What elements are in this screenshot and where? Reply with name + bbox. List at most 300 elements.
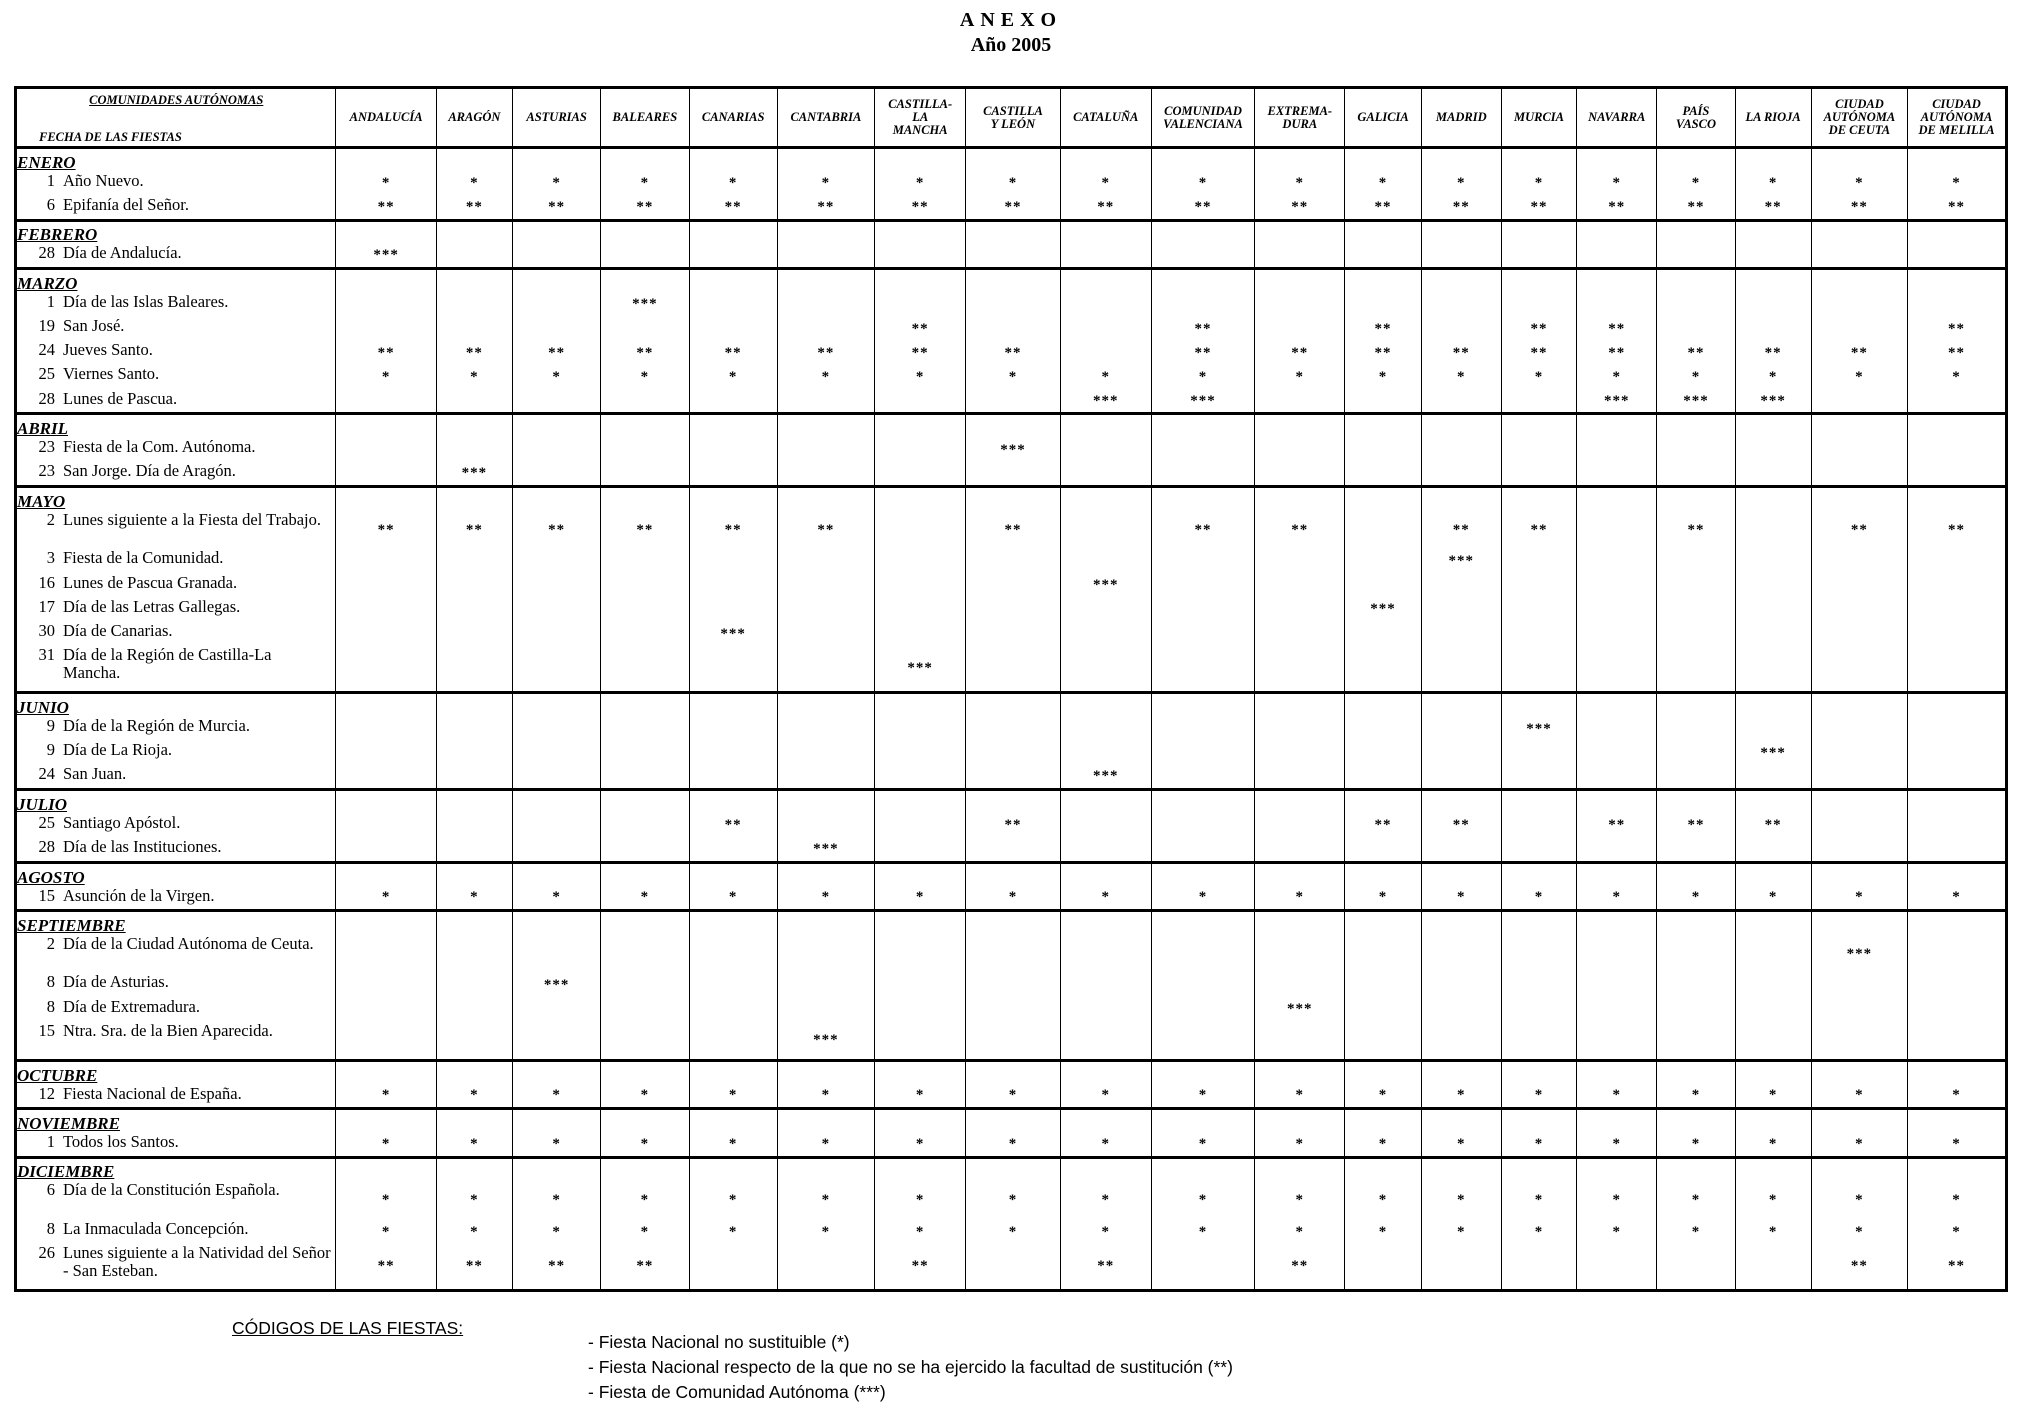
holiday-mark-ast — [512, 622, 600, 646]
holiday-mark-can — [689, 935, 777, 974]
holiday-mark-ast: ** — [512, 1244, 600, 1289]
month-group — [17, 269, 2005, 414]
holiday-mark-and: ** — [336, 341, 436, 365]
holiday-mark-and — [336, 814, 436, 838]
holiday-mark-cat — [1060, 549, 1151, 573]
holiday-mark-val — [1151, 646, 1254, 693]
holiday-day: 12 — [38, 1083, 55, 1103]
holiday-name: Día de la Región de Castilla-La Mancha. — [63, 645, 272, 683]
holiday-mark-pv — [1657, 717, 1735, 741]
month-name: ENERO — [17, 152, 76, 172]
holiday-label-cell — [17, 1022, 336, 1061]
holiday-mark-clm: * — [875, 172, 966, 196]
holiday-mark-ceu — [1811, 317, 1907, 341]
holiday-mark-pv — [1657, 598, 1735, 622]
empty-cell — [1345, 1060, 1421, 1084]
empty-cell — [1908, 1060, 2005, 1084]
holiday-name: Día de Canarias. — [63, 620, 173, 640]
holiday-mark-nav — [1577, 646, 1657, 693]
holiday-mark-mel — [1908, 462, 2005, 486]
holiday-mark-gal: * — [1345, 365, 1421, 389]
empty-cell — [1060, 487, 1151, 511]
holiday-mark-pv — [1657, 574, 1735, 598]
empty-cell — [512, 911, 600, 935]
holiday-mark-cat — [1060, 1022, 1151, 1061]
empty-cell — [1151, 269, 1254, 293]
holiday-mark-bal: * — [601, 887, 689, 911]
month-name: JUNIO — [17, 697, 69, 717]
holiday-day: 1 — [46, 170, 55, 190]
holiday-mark-cat — [1060, 341, 1151, 365]
holiday-mark-mel: * — [1908, 887, 2005, 911]
empty-cell — [336, 693, 436, 717]
month-header-row — [17, 487, 2005, 511]
empty-cell — [1657, 1060, 1735, 1084]
holiday-mark-and: * — [336, 887, 436, 911]
holiday-mark-mad — [1421, 390, 1501, 414]
holiday-mark-mur: *** — [1501, 717, 1576, 741]
region-header-cyl: CASTILLA Y LEÓN — [966, 89, 1060, 148]
empty-cell — [1908, 790, 2005, 814]
holiday-name: San Juan. — [63, 764, 127, 784]
holiday-mark-cat — [1060, 511, 1151, 550]
holiday-mark-mur — [1501, 1022, 1576, 1061]
holiday-mark-cyl: ** — [966, 341, 1060, 365]
holiday-mark-cat: *** — [1060, 390, 1151, 414]
holiday-mark-cat — [1060, 973, 1151, 997]
holiday-mark-pv: * — [1657, 1085, 1735, 1109]
empty-cell — [777, 269, 874, 293]
holiday-mark-ceu — [1811, 973, 1907, 997]
empty-cell — [1908, 1157, 2005, 1181]
holiday-mark-bal — [601, 244, 689, 268]
holiday-mark-val — [1151, 741, 1254, 765]
holiday-mark-gal — [1345, 1022, 1421, 1061]
holiday-mark-and — [336, 998, 436, 1022]
holiday-mark-gal: * — [1345, 887, 1421, 911]
holiday-mark-bal — [601, 717, 689, 741]
holiday-mark-ara — [436, 293, 512, 317]
holiday-row — [17, 717, 2005, 741]
holiday-mark-nav: * — [1577, 365, 1657, 389]
holiday-mark-can — [689, 1022, 777, 1061]
holiday-mark-val: ** — [1151, 511, 1254, 550]
holiday-mark-ara — [436, 838, 512, 862]
empty-cell — [1501, 148, 1576, 172]
holiday-mark-bal — [601, 741, 689, 765]
holiday-mark-cant: * — [777, 172, 874, 196]
holiday-mark-cant: *** — [777, 838, 874, 862]
empty-cell — [875, 862, 966, 886]
holiday-mark-cyl — [966, 838, 1060, 862]
holiday-name: Lunes siguiente a la Natividad del Señor - San Esteban. — [63, 1243, 331, 1281]
empty-cell — [1657, 693, 1735, 717]
holiday-mark-mad: * — [1421, 1133, 1501, 1157]
holiday-mark-mel — [1908, 935, 2005, 974]
holiday-mark-and — [336, 973, 436, 997]
empty-cell — [601, 414, 689, 438]
holiday-mark-val — [1151, 935, 1254, 974]
holiday-mark-ext: * — [1255, 1220, 1345, 1244]
holiday-mark-val — [1151, 574, 1254, 598]
empty-cell — [1345, 414, 1421, 438]
holiday-mark-and — [336, 935, 436, 974]
holiday-mark-gal: * — [1345, 1181, 1421, 1220]
empty-cell — [512, 487, 600, 511]
empty-cell — [1908, 693, 2005, 717]
holiday-mark-cant: * — [777, 887, 874, 911]
holiday-mark-gal — [1345, 293, 1421, 317]
holiday-mark-pv: * — [1657, 1220, 1735, 1244]
holiday-mark-cyl: * — [966, 1133, 1060, 1157]
holiday-mark-cyl — [966, 462, 1060, 486]
empty-cell — [875, 269, 966, 293]
holiday-mark-cyl: * — [966, 1181, 1060, 1220]
month-header-row — [17, 148, 2005, 172]
code-item: - Fiesta de Comunidad Autónoma (***) — [588, 1382, 886, 1402]
holiday-mark-cat — [1060, 293, 1151, 317]
holiday-mark-mur: * — [1501, 1085, 1576, 1109]
holiday-mark-can — [689, 765, 777, 789]
holiday-mark-can: * — [689, 1133, 777, 1157]
holiday-mark-bal: * — [601, 1181, 689, 1220]
corner-header-regions: COMUNIDADES AUTÓNOMAS — [89, 93, 264, 107]
holiday-label-cell — [17, 244, 336, 268]
code-item: - Fiesta Nacional respecto de la que no se ha ejercido la facultad de sustitución (**) — [588, 1357, 1233, 1377]
holiday-mark-ast — [512, 293, 600, 317]
empty-cell — [1577, 862, 1657, 886]
holiday-day: 28 — [38, 837, 55, 857]
holiday-mark-and: * — [336, 1085, 436, 1109]
empty-cell — [601, 911, 689, 935]
holiday-mark-ast — [512, 717, 600, 741]
holiday-mark-mur — [1501, 998, 1576, 1022]
empty-cell — [689, 862, 777, 886]
holiday-mark-mur — [1501, 1244, 1576, 1289]
holiday-mark-can — [689, 438, 777, 462]
holiday-mark-bal: ** — [601, 341, 689, 365]
holiday-mark-ast — [512, 390, 600, 414]
holiday-mark-mad: * — [1421, 887, 1501, 911]
empty-cell — [966, 1060, 1060, 1084]
region-header-can: CANARIAS — [689, 89, 777, 148]
holiday-mark-pv — [1657, 998, 1735, 1022]
holiday-mark-cat: *** — [1060, 765, 1151, 789]
holiday-day: 24 — [38, 340, 55, 360]
holiday-mark-ext: ** — [1255, 341, 1345, 365]
empty-cell — [689, 487, 777, 511]
empty-cell — [1151, 1109, 1254, 1133]
month-group — [17, 220, 2005, 268]
holiday-name: Asunción de la Virgen. — [63, 885, 215, 905]
holiday-mark-ara: * — [436, 1133, 512, 1157]
holiday-row — [17, 1133, 2005, 1157]
holiday-mark-ext: ** — [1255, 511, 1345, 550]
holiday-mark-cyl — [966, 765, 1060, 789]
month-header-row — [17, 1109, 2005, 1133]
holiday-mark-ara — [436, 814, 512, 838]
holiday-row — [17, 244, 2005, 268]
empty-cell — [875, 693, 966, 717]
holiday-mark-ext: ** — [1255, 1244, 1345, 1289]
holiday-mark-val: * — [1151, 1085, 1254, 1109]
holiday-mark-clm — [875, 462, 966, 486]
holiday-mark-cyl — [966, 574, 1060, 598]
holiday-mark-mur: * — [1501, 365, 1576, 389]
holiday-row — [17, 598, 2005, 622]
empty-cell — [1577, 911, 1657, 935]
holiday-mark-mad: ** — [1421, 814, 1501, 838]
holiday-mark-bal — [601, 838, 689, 862]
holiday-row — [17, 196, 2005, 220]
holiday-mark-gal — [1345, 741, 1421, 765]
empty-cell — [1501, 693, 1576, 717]
empty-cell — [436, 1109, 512, 1133]
empty-cell — [436, 1060, 512, 1084]
holiday-mark-rio: * — [1735, 1133, 1811, 1157]
holiday-name: Día de la Región de Murcia. — [63, 715, 250, 735]
holiday-mark-ara — [436, 244, 512, 268]
document-title: ANEXO — [959, 9, 1063, 31]
empty-cell — [436, 269, 512, 293]
holiday-row — [17, 998, 2005, 1022]
holiday-mark-cyl — [966, 646, 1060, 693]
holiday-mark-ara — [436, 765, 512, 789]
holiday-mark-ceu — [1811, 765, 1907, 789]
holiday-mark-gal: * — [1345, 1220, 1421, 1244]
holiday-mark-rio — [1735, 1244, 1811, 1289]
holiday-mark-bal — [601, 462, 689, 486]
holiday-mark-ast — [512, 814, 600, 838]
holiday-mark-cant — [777, 935, 874, 974]
corner-header-dates: FECHA DE LAS FIESTAS — [39, 130, 182, 144]
region-header-rio: LA RIOJA — [1735, 89, 1811, 148]
holiday-mark-cat: * — [1060, 887, 1151, 911]
holiday-mark-can — [689, 293, 777, 317]
empty-cell — [336, 911, 436, 935]
holiday-mark-ext — [1255, 574, 1345, 598]
holiday-mark-cyl — [966, 390, 1060, 414]
holiday-mark-ast — [512, 646, 600, 693]
empty-cell — [1811, 1157, 1907, 1181]
holiday-mark-val — [1151, 765, 1254, 789]
empty-cell — [1060, 790, 1151, 814]
holiday-mark-cyl: * — [966, 172, 1060, 196]
empty-cell — [1501, 414, 1576, 438]
holiday-row — [17, 887, 2005, 911]
holiday-mark-pv — [1657, 622, 1735, 646]
holiday-mark-clm — [875, 741, 966, 765]
holiday-mark-clm: ** — [875, 341, 966, 365]
holiday-row — [17, 838, 2005, 862]
empty-cell — [966, 487, 1060, 511]
holiday-mark-mur — [1501, 244, 1576, 268]
holiday-mark-cyl — [966, 293, 1060, 317]
holiday-mark-ext — [1255, 438, 1345, 462]
month-header-row — [17, 911, 2005, 935]
holiday-mark-mad: * — [1421, 172, 1501, 196]
holiday-mark-gal — [1345, 462, 1421, 486]
holiday-mark-cyl: ** — [966, 196, 1060, 220]
holiday-mark-ceu — [1811, 462, 1907, 486]
holiday-label-cell — [17, 390, 336, 414]
holiday-name: Día de Extremadura. — [63, 996, 200, 1016]
holiday-day: 2 — [46, 933, 55, 953]
region-header-bal: BALEARES — [601, 89, 689, 148]
holiday-mark-nav — [1577, 973, 1657, 997]
empty-cell — [436, 911, 512, 935]
holiday-mark-mel — [1908, 838, 2005, 862]
holiday-mark-rio — [1735, 838, 1811, 862]
holiday-mark-ceu — [1811, 438, 1907, 462]
holiday-mark-rio — [1735, 549, 1811, 573]
empty-cell — [689, 148, 777, 172]
empty-cell — [1908, 911, 2005, 935]
holiday-mark-cat: * — [1060, 1133, 1151, 1157]
holiday-mark-bal — [601, 998, 689, 1022]
holiday-table-frame — [14, 86, 2008, 1292]
holiday-row — [17, 1220, 2005, 1244]
holiday-mark-rio — [1735, 293, 1811, 317]
holiday-mark-nav: ** — [1577, 196, 1657, 220]
holiday-mark-and: *** — [336, 244, 436, 268]
region-header-ceu: CIUDAD AUTÓNOMA DE CEUTA — [1811, 89, 1907, 148]
empty-cell — [1345, 1157, 1421, 1181]
holiday-mark-ext — [1255, 646, 1345, 693]
holiday-mark-ast — [512, 438, 600, 462]
holiday-mark-clm — [875, 935, 966, 974]
holiday-mark-ara: * — [436, 365, 512, 389]
region-header-ext: EXTREMA- DURA — [1255, 89, 1345, 148]
holiday-mark-cat — [1060, 838, 1151, 862]
holiday-mark-and — [336, 549, 436, 573]
holiday-mark-ara: * — [436, 1181, 512, 1220]
holiday-mark-cat: ** — [1060, 1244, 1151, 1289]
holiday-label-cell — [17, 1085, 336, 1109]
holiday-mark-and — [336, 646, 436, 693]
holiday-mark-clm: * — [875, 887, 966, 911]
empty-cell — [436, 790, 512, 814]
holiday-row — [17, 1022, 2005, 1061]
holiday-mark-mad — [1421, 646, 1501, 693]
holiday-mark-mel — [1908, 814, 2005, 838]
holiday-mark-nav — [1577, 935, 1657, 974]
holiday-day: 25 — [38, 364, 55, 384]
holiday-mark-val — [1151, 462, 1254, 486]
holiday-mark-pv: * — [1657, 172, 1735, 196]
holiday-mark-val — [1151, 973, 1254, 997]
holiday-mark-ast — [512, 244, 600, 268]
holiday-row — [17, 172, 2005, 196]
empty-cell — [1060, 693, 1151, 717]
holiday-mark-bal: * — [601, 1085, 689, 1109]
holiday-mark-gal — [1345, 717, 1421, 741]
holiday-mark-can — [689, 1244, 777, 1289]
holiday-mark-ceu: * — [1811, 1085, 1907, 1109]
holiday-mark-gal: * — [1345, 1085, 1421, 1109]
empty-cell — [1421, 1157, 1501, 1181]
holiday-mark-nav — [1577, 244, 1657, 268]
holiday-day: 19 — [38, 316, 55, 336]
empty-cell — [1151, 911, 1254, 935]
holiday-mark-mel — [1908, 598, 2005, 622]
holiday-mark-cat — [1060, 717, 1151, 741]
holiday-mark-mel: ** — [1908, 317, 2005, 341]
holiday-mark-nav — [1577, 574, 1657, 598]
holiday-mark-ast — [512, 462, 600, 486]
holiday-mark-rio — [1735, 998, 1811, 1022]
month-group — [17, 790, 2005, 863]
holiday-label-cell — [17, 549, 336, 573]
holiday-mark-mad: ** — [1421, 341, 1501, 365]
holiday-mark-ast: ** — [512, 196, 600, 220]
holiday-name: Jueves Santo. — [63, 340, 153, 360]
holiday-mark-cat — [1060, 935, 1151, 974]
holiday-mark-rio: ** — [1735, 196, 1811, 220]
empty-cell — [1255, 862, 1345, 886]
holiday-mark-ext — [1255, 1022, 1345, 1061]
holiday-mark-mel: ** — [1908, 511, 2005, 550]
holiday-mark-mur: ** — [1501, 196, 1576, 220]
holiday-mark-can: ** — [689, 511, 777, 550]
empty-cell — [1908, 148, 2005, 172]
holiday-day: 28 — [38, 388, 55, 408]
holiday-mark-nav: *** — [1577, 390, 1657, 414]
holiday-mark-ara: * — [436, 1220, 512, 1244]
empty-cell — [1255, 693, 1345, 717]
holiday-mark-ceu — [1811, 838, 1907, 862]
empty-cell — [1811, 487, 1907, 511]
holiday-mark-ext: *** — [1255, 998, 1345, 1022]
empty-cell — [1345, 1109, 1421, 1133]
holiday-table — [17, 89, 2005, 1289]
empty-cell — [689, 911, 777, 935]
holiday-label-cell — [17, 935, 336, 974]
empty-cell — [1345, 220, 1421, 244]
holiday-mark-ara — [436, 717, 512, 741]
holiday-name: Día de las Islas Baleares. — [63, 291, 229, 311]
holiday-mark-pv — [1657, 741, 1735, 765]
holiday-mark-and: * — [336, 1181, 436, 1220]
empty-cell — [1421, 148, 1501, 172]
holiday-mark-mad — [1421, 1022, 1501, 1061]
empty-cell — [1255, 1060, 1345, 1084]
holiday-mark-bal — [601, 317, 689, 341]
empty-cell — [689, 1109, 777, 1133]
holiday-mark-mur: * — [1501, 1220, 1576, 1244]
holiday-mark-mel: ** — [1908, 1244, 2005, 1289]
holiday-mark-rio — [1735, 1022, 1811, 1061]
holiday-mark-ast — [512, 838, 600, 862]
holiday-mark-nav — [1577, 717, 1657, 741]
holiday-mark-cyl: * — [966, 365, 1060, 389]
holiday-mark-clm: * — [875, 365, 966, 389]
holiday-mark-cant — [777, 973, 874, 997]
holiday-mark-ast: * — [512, 887, 600, 911]
holiday-name: Ntra. Sra. de la Bien Aparecida. — [63, 1020, 273, 1040]
empty-cell — [336, 414, 436, 438]
empty-cell — [875, 1109, 966, 1133]
holiday-mark-rio — [1735, 765, 1811, 789]
empty-cell — [966, 220, 1060, 244]
empty-cell — [1811, 269, 1907, 293]
holiday-mark-cant — [777, 598, 874, 622]
holiday-day: 1 — [46, 1132, 55, 1152]
holiday-row — [17, 1244, 2005, 1289]
holiday-mark-ext — [1255, 973, 1345, 997]
holiday-day: 2 — [46, 509, 55, 529]
month-header-row — [17, 862, 2005, 886]
